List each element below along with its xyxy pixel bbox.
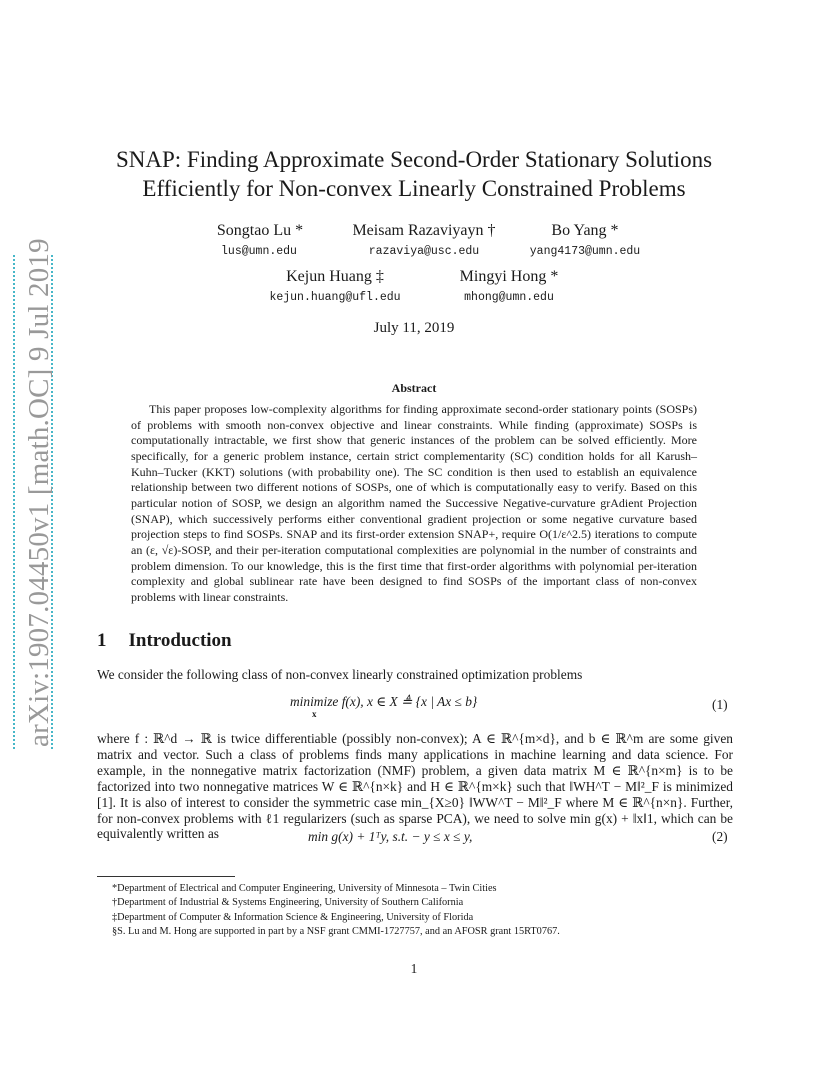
author-email[interactable]: razaviya@usc.edu <box>368 245 480 258</box>
equation-1-text: minimize f(x), x ∈ X ≜ {x | Ax ≤ b} <box>290 694 478 709</box>
author-name: Kejun Huang ‡ <box>286 268 384 285</box>
footnote: ‡Department of Computer & Information Science & Engineering, University of Florida <box>112 911 474 923</box>
paper-title-line-2: Efficiently for Non-convex Linearly Constrained Problems <box>142 176 686 201</box>
author-name: Meisam Razaviyayn † <box>352 222 496 239</box>
section-number: 1 <box>97 630 107 651</box>
footnote-rule <box>97 876 235 877</box>
paper-date: July 11, 2019 <box>373 320 455 336</box>
equation-1-subscript: x <box>312 709 317 719</box>
equation-2: min g(x) + 1ᵀy, s.t. − y ≤ x ≤ y, <box>308 829 473 844</box>
footnotes <box>112 882 560 939</box>
author-name: Songtao Lu * <box>216 222 304 239</box>
abstract-heading: Abstract <box>391 381 437 395</box>
followup-paragraph: where f : ℝ^d → ℝ is twice differentiable (possibly non-convex); A ∈ ℝ^{m×d}, and b ∈ ℝ^m are some given matrix and vector. Such a class of problems finds many applications in machine learning and data science. For example, in the nonnegative matrix factorization (NMF) problem, a given data matrix M ∈ ℝ^{n×m} is to be factorized into two nonnegative matrices W ∈ ℝ^{n×k} and H ∈ ℝ^{m×k} such that ‖WH^T − M‖²_F is minimized [1]. It is also of interest to consider the symmetric case min_{X≥0} ‖WW^T − M‖²_F where M ∈ ℝ^{n×n}. Further, for non-convex problems with ℓ1 regularizers (such as sparse PCA), we need to solve min g(x) + ‖x‖1, which can be equivalently written as <box>97 731 733 842</box>
paper-title-line-1: SNAP: Finding Approximate Second-Order Stationary Solutions <box>115 147 713 172</box>
arxiv-identifier[interactable]: arXiv:1907.04450v1 [math.OC] 9 Jul 2019 <box>23 238 55 747</box>
author-email[interactable]: yang4173@umn.edu <box>529 245 641 258</box>
author-name: Bo Yang * <box>551 222 619 239</box>
page-number: 1 <box>410 961 418 976</box>
footnote: †Department of Industrial & Systems Engineering, University of Southern California <box>112 897 464 909</box>
footnote: *Department of Electrical and Computer Engineering, University of Minnesota – Twin Cities <box>112 883 497 894</box>
equation-1-number: (1) <box>712 697 728 712</box>
section-title: Introduction <box>128 630 232 651</box>
author-email[interactable]: mhong@umn.edu <box>464 291 554 304</box>
abstract-body: This paper proposes low-complexity algorithms for finding approximate second-order stationary points (SOSPs) of problems with smooth non-convex objective and linear constraints. While finding (approximate) SOSPs is computationally intractable, we first show that generic instances of the problem can be solved efficiently. More specifically, for a generic problem instance, certain strict complementarity (SC) condition holds for all Karush–Kuhn–Tucker (KKT) solutions (with probability one). The SC condition is then used to establish an equivalence relationship between two different notions of SOSPs, one of which is computationally easy to verify. Based on this particular notion of SOSP, we design an algorithm named the Successive Negative-curvature grAdient Projection (SNAP), which successively performs either conventional gradient projection or some negative curvature based projection steps to find SOSPs. SNAP and its first-order extension SNAP+, require O(1/ε^2.5) iterations to compute an (ε, √ε)-SOSP, and their per-iteration computational complexities are polynomial in the number of constraints and problem dimension. To our knowledge, this is the first time that first-order algorithms with polynomial per-iteration complexity and global sublinear rate have been designed to find SOSPs of the important class of non-convex problems with linear constraints. <box>131 402 697 604</box>
section-heading <box>97 630 232 652</box>
equation-1 <box>290 694 478 719</box>
intro-paragraph: We consider the following class of non-convex linearly constrained optimization problems <box>97 667 583 682</box>
author-email[interactable]: lus@umn.edu <box>221 245 297 258</box>
footnote: §S. Lu and M. Hong are supported in part by a NSF grant CMMI-1727757, and an AFOSR grant 15RT0767. <box>112 925 560 937</box>
author-name: Mingyi Hong * <box>459 268 559 285</box>
author-email[interactable]: kejun.huang@ufl.edu <box>269 291 401 304</box>
equation-2-number: (2) <box>712 829 728 844</box>
